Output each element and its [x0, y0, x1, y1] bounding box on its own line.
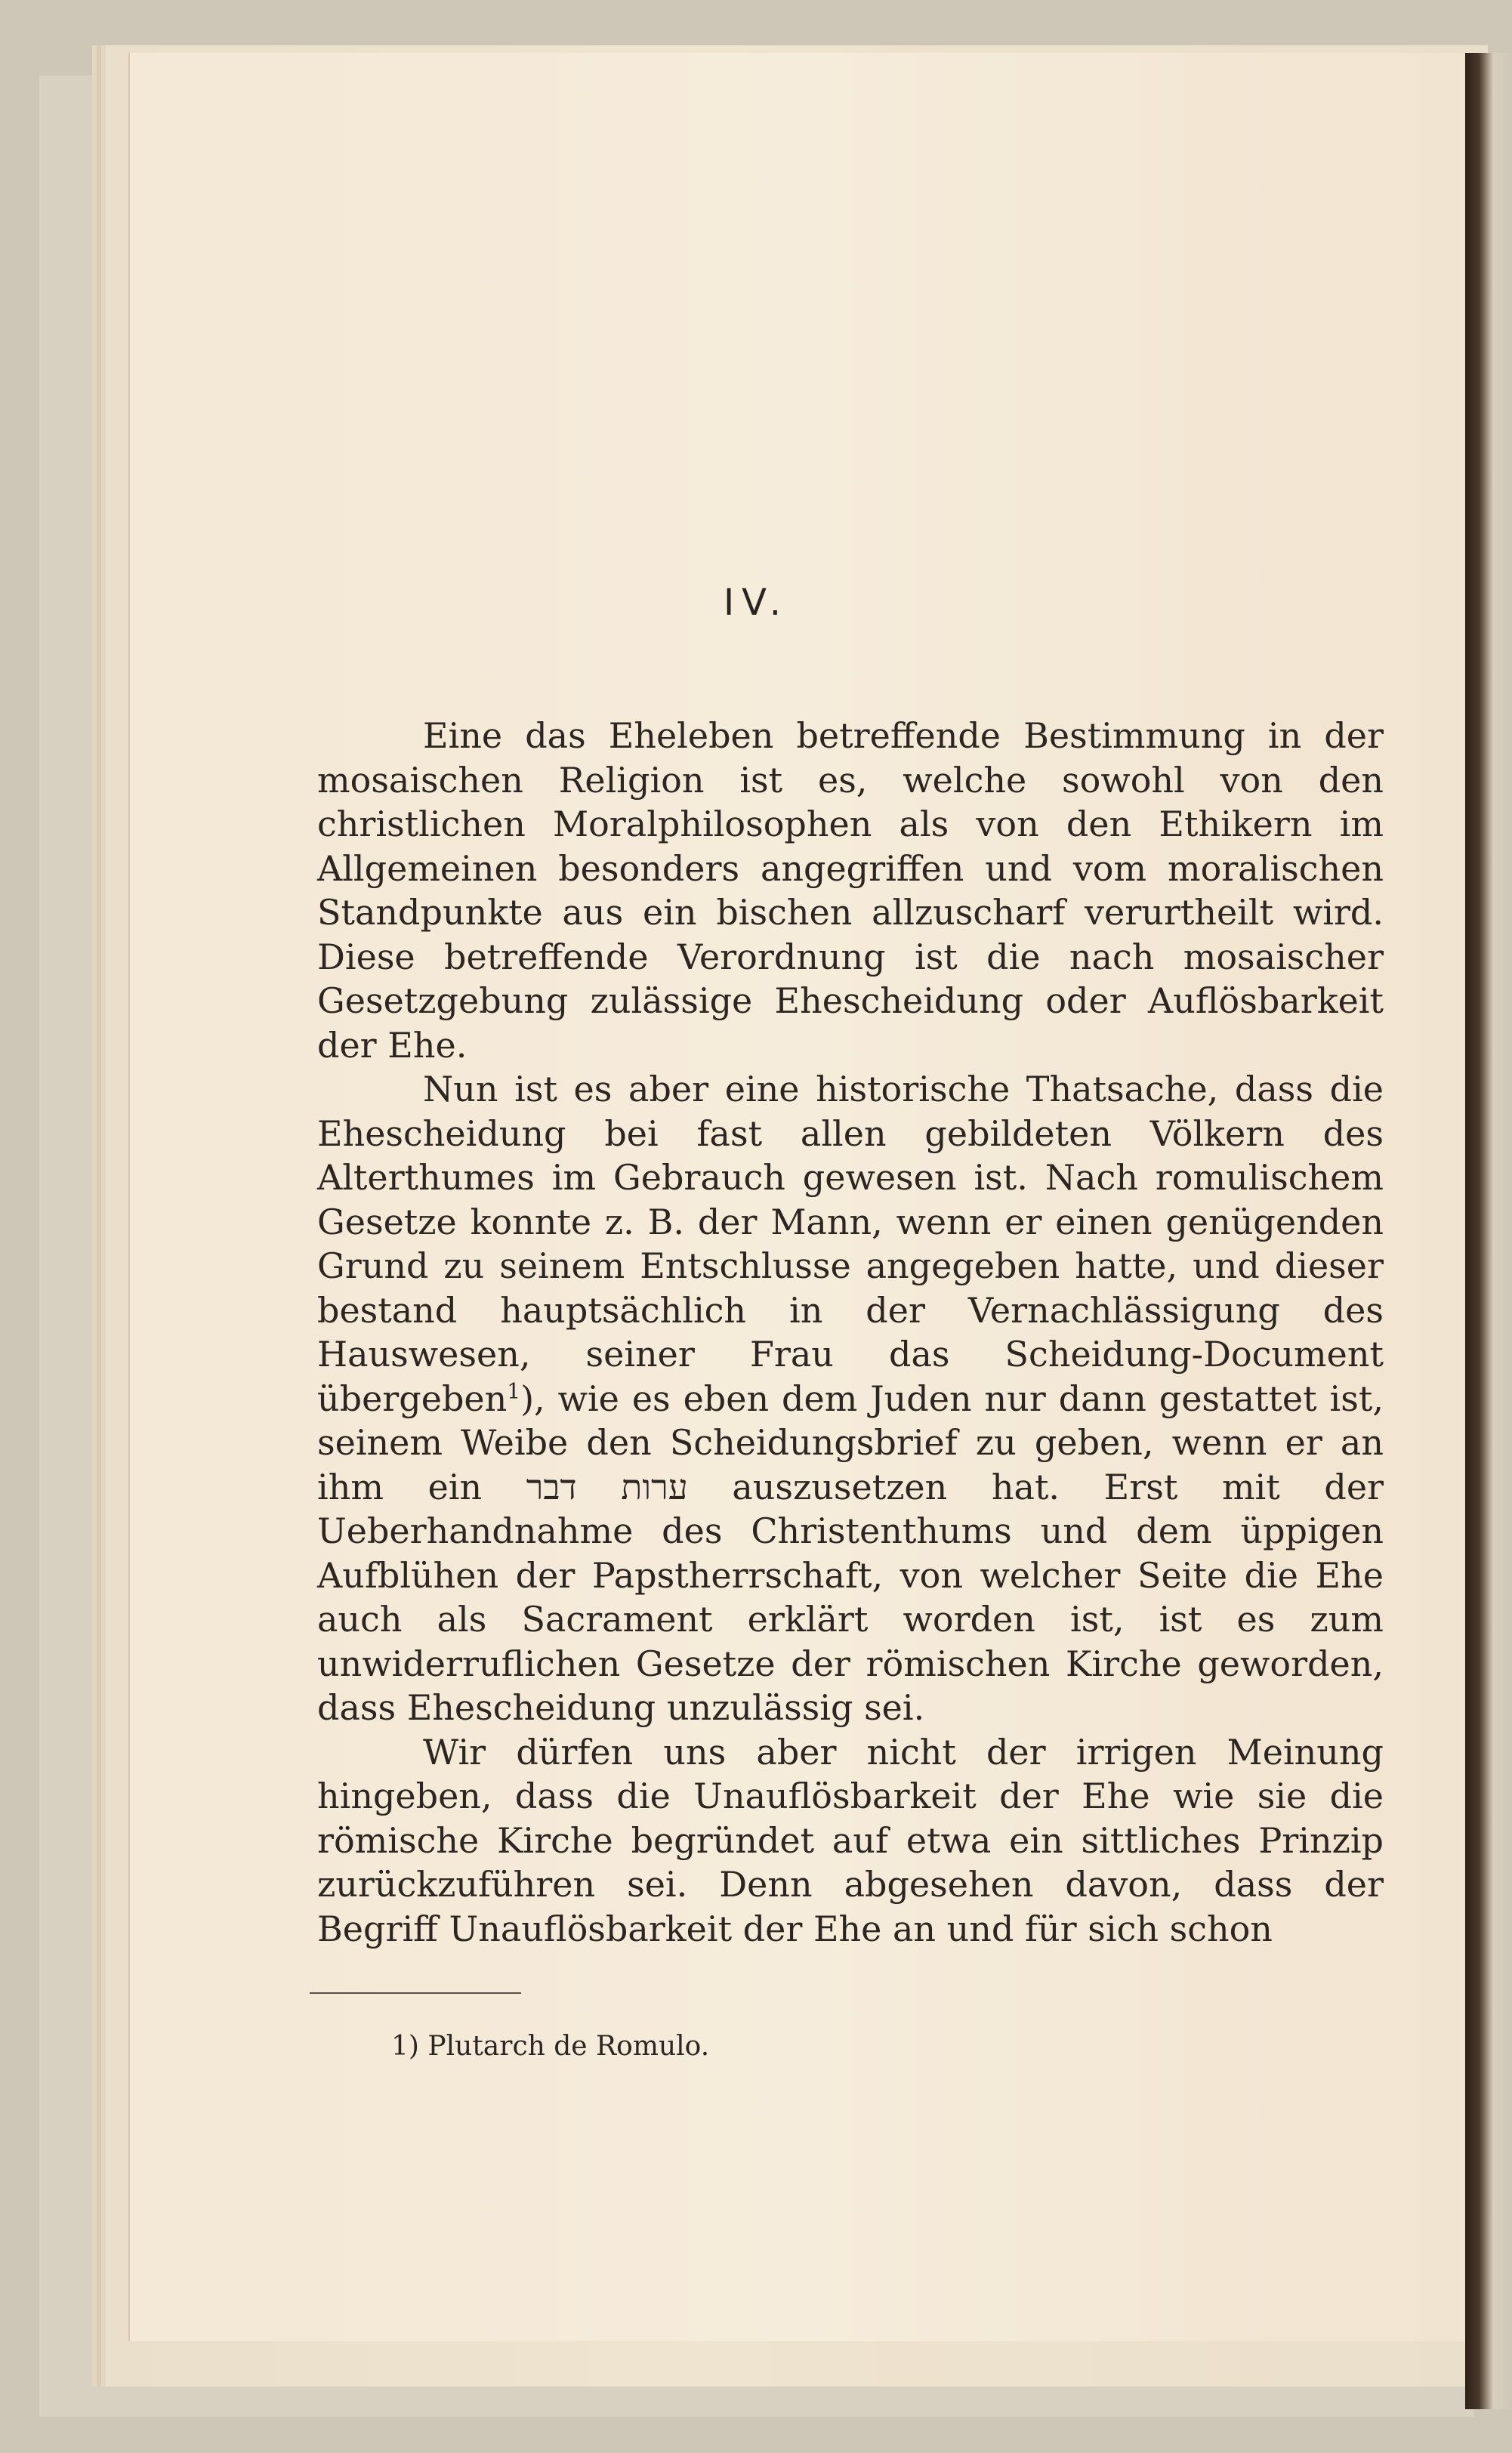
- paragraph-2-part-2: ), wie es eben dem Juden nur dann gestattet ist, seinem Weibe den Scheidungsbrief zu geben, wenn er an ihm ein: [317, 1378, 1384, 1507]
- paragraph-2: [317, 1067, 1384, 1730]
- hebrew-phrase: ערות דבר: [526, 1466, 688, 1507]
- paragraph-2-part-3: auszusetzen hat. Erst mit der Ueberhandnahme des Christenthums und dem üppigen Aufblühen der Papstherrschaft, von welcher Seite die Ehe auch als Sacrament erklärt worden ist, ist es zum unwiderruflichen Gesetze der römischen Kirche geworden, dass Ehescheidung unzulässig sei.: [317, 1466, 1384, 1728]
- paragraph-3: Wir dürfen uns aber nicht der irrigen Meinung hingeben, dass die Unauflösbarkeit der Ehe wie sie die römische Kirche begründet auf etwa ein sittliches Prinzip zurückzuführen sei. Denn abgesehen davon, dass der Begriff Unauflösbarkeit der Ehe an und für sich schon: [317, 1731, 1384, 1949]
- body-text: [317, 714, 1384, 1951]
- chapter-heading: IV.: [723, 582, 789, 624]
- footnote: [391, 2032, 709, 2062]
- footnote-marker: 1): [391, 2031, 419, 2062]
- footnote-reference: 1: [507, 1378, 521, 1404]
- book-spine-shadow: [1465, 53, 1512, 2409]
- paragraph-1: Eine das Eheleben betreffende Bestimmung in der mosaischen Religion ist es, welche sowohl von den christlichen Moralphilosophen als von den Ethikern im Allgemeinen besonders angegriffen und vom moralischen Standpunkte aus ein bischen allzuscharf verurtheilt wird. Diese betreffende Verordnung ist die nach mosaischer Gesetzgebung zulässige Ehescheidung oder Auflösbarkeit der Ehe.: [317, 715, 1384, 1066]
- footnote-text: Plutarch de Romulo.: [427, 2031, 710, 2062]
- footnote-divider: [310, 1992, 521, 1994]
- paragraph-2-part-1: Nun ist es aber eine historische Thatsache, dass die Ehescheidung bei fast allen gebildeten Völkern des Alterthumes im Gebrauch gewesen ist. Nach romulischem Gesetze konnte z. B. der Mann, wenn er einen genügenden Grund zu seinem Entschlusse angegeben hatte, und dieser bestand hauptsächlich in der Vernachlässigung des Hauswesen, seiner Frau das Scheidung-Document übergeben: [317, 1069, 1384, 1419]
